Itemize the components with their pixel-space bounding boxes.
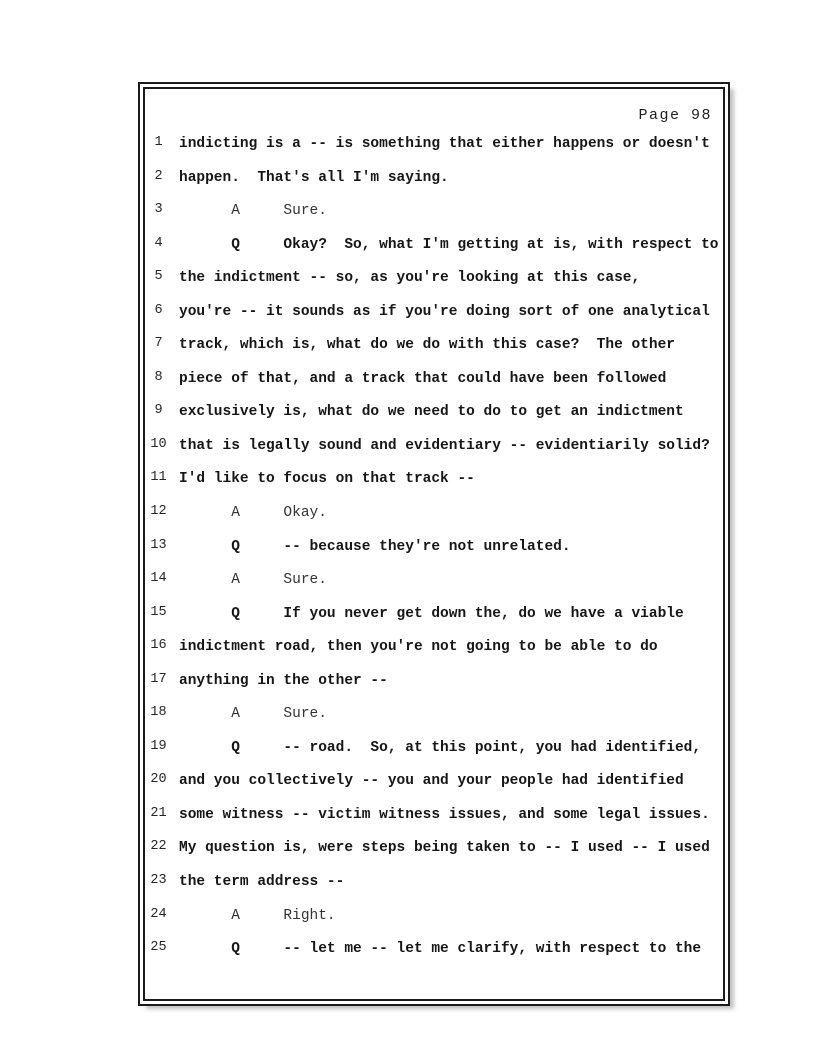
transcript-line (145, 404, 723, 438)
line-text: the term address -- (179, 874, 345, 891)
line-text: piece of that, and a track that could have been followed (179, 370, 667, 387)
line-text: Q -- let me -- let me clarify, with respect to the (179, 941, 702, 958)
line-text: happen. That's all I'm saying. (179, 169, 449, 186)
transcript-line (145, 908, 723, 942)
line-text: indictment road, then you're not going to be able to do (179, 639, 658, 656)
transcript-line (145, 874, 723, 908)
line-number: 18 (150, 705, 167, 721)
line-number: 8 (154, 369, 163, 385)
line-number: 5 (154, 269, 163, 285)
transcript-line (145, 807, 723, 841)
transcript-line (145, 170, 723, 204)
line-text: A Okay. (179, 505, 327, 522)
line-text: A Right. (179, 907, 336, 924)
line-number: 22 (150, 839, 167, 855)
transcript-line (145, 706, 723, 740)
transcript-line (145, 941, 723, 975)
line-number: 25 (150, 940, 167, 956)
transcript-line (145, 539, 723, 573)
line-number: 11 (150, 470, 167, 486)
line-number: 21 (150, 805, 167, 821)
line-number: 12 (150, 504, 167, 520)
page-number: Page 98 (638, 107, 712, 124)
line-number: 1 (154, 135, 163, 150)
line-number: 23 (150, 873, 167, 889)
line-text: indicting is a -- is something that either happens or doesn't (179, 136, 710, 152)
line-number: 16 (150, 638, 167, 654)
line-number: 24 (150, 906, 167, 922)
line-number: 15 (150, 604, 167, 620)
page-border (138, 82, 730, 1006)
line-text: Q -- road. So, at this point, you had identified, (179, 739, 702, 756)
page-border-inner (143, 87, 725, 1001)
line-text: Q -- because they're not unrelated. (179, 538, 571, 555)
line-number: 2 (154, 168, 163, 184)
transcript-line (145, 270, 723, 304)
line-number: 19 (150, 738, 167, 754)
transcript-line (145, 237, 723, 271)
line-text: anything in the other -- (179, 672, 388, 689)
transcript-line (145, 572, 723, 606)
line-text: the indictment -- so, as you're looking at this case, (179, 270, 641, 287)
transcript-body (145, 136, 723, 975)
transcript-line (145, 505, 723, 539)
transcript-line (145, 673, 723, 707)
line-number: 3 (154, 202, 163, 218)
line-text: Q Okay? So, what I'm getting at is, with respect to (179, 236, 719, 253)
line-text: A Sure. (179, 572, 327, 589)
line-number: 4 (154, 235, 163, 251)
line-text: some witness -- victim witness issues, and some legal issues. (179, 806, 710, 823)
transcript-line (145, 773, 723, 807)
line-text: My question is, were steps being taken to -- I used -- I used (179, 840, 710, 857)
transcript-line (145, 337, 723, 371)
transcript-line (145, 438, 723, 472)
line-text: and you collectively -- you and your people had identified (179, 773, 684, 790)
line-number: 6 (154, 302, 163, 318)
transcript-line (145, 740, 723, 774)
line-number: 14 (150, 571, 167, 587)
line-number: 10 (150, 436, 167, 452)
line-text: that is legally sound and evidentiary -- evidentiarily solid? (179, 437, 710, 454)
transcript-line (145, 304, 723, 338)
line-number: 7 (154, 336, 163, 352)
line-text: A Sure. (179, 203, 327, 220)
line-number: 17 (150, 671, 167, 687)
transcript-line (145, 840, 723, 874)
line-number: 13 (150, 537, 167, 553)
line-text: I'd like to focus on that track -- (179, 471, 475, 488)
line-number: 9 (154, 403, 163, 419)
line-text: A Sure. (179, 706, 327, 723)
transcript-line (145, 471, 723, 505)
transcript-line (145, 639, 723, 673)
line-text: Q If you never get down the, do we have a viable (179, 605, 684, 622)
line-text: you're -- it sounds as if you're doing sort of one analytical (179, 303, 710, 320)
transcript-line (145, 606, 723, 640)
line-text: track, which is, what do we do with this case? The other (179, 337, 675, 354)
transcript-line (145, 371, 723, 405)
transcript-line (145, 203, 723, 237)
transcript-line (145, 136, 723, 170)
line-text: exclusively is, what do we need to do to get an indictment (179, 404, 684, 421)
line-number: 20 (150, 772, 167, 788)
